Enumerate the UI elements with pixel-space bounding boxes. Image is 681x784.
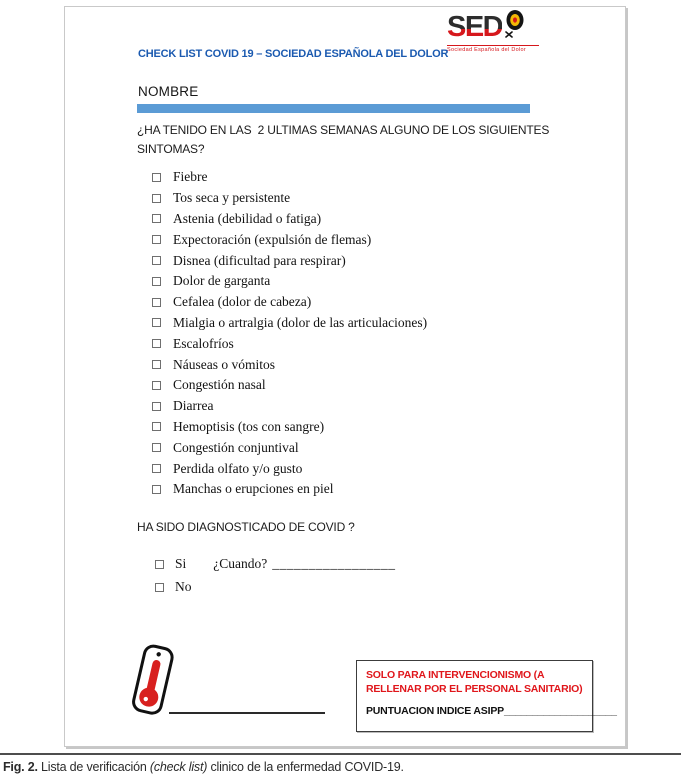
symptom-row bbox=[152, 396, 427, 417]
symptom-label: Expectoración (expulsión de flemas) bbox=[173, 231, 372, 247]
name-input-bar[interactable] bbox=[137, 104, 530, 113]
symptom-label: Perdida olfato y/o gusto bbox=[173, 460, 303, 476]
diagnosed-question: HA SIDO DIAGNOSTICADO DE COVID ? bbox=[137, 520, 355, 534]
symptom-checkbox[interactable] bbox=[152, 173, 161, 182]
diagnosed-no-checkbox[interactable] bbox=[155, 583, 164, 592]
symptom-label: Congestión conjuntival bbox=[173, 439, 299, 455]
symptom-label: Congestión nasal bbox=[173, 377, 266, 393]
symptom-checkbox[interactable] bbox=[152, 464, 161, 473]
figure-caption-label: Fig. 2. bbox=[3, 760, 41, 774]
diagnosed-yes-checkbox[interactable] bbox=[155, 560, 164, 569]
symptom-row bbox=[152, 417, 427, 438]
sed-logo bbox=[447, 13, 567, 53]
symptom-row bbox=[152, 333, 427, 354]
symptom-label: Cefalea (dolor de cabeza) bbox=[173, 294, 312, 310]
intervention-notice: SOLO PARA INTERVENCIONISMO (A RELLENAR POR EL PERSONAL SANITARIO) bbox=[366, 669, 583, 696]
caption-divider bbox=[0, 753, 681, 755]
symptom-checkbox[interactable] bbox=[152, 235, 161, 244]
diagnosed-yes-label: Si bbox=[175, 556, 187, 571]
symptom-label: Tos seca y persistente bbox=[173, 190, 291, 206]
symptom-checkbox[interactable] bbox=[152, 214, 161, 223]
symptom-row bbox=[152, 313, 427, 334]
symptom-checkbox[interactable] bbox=[152, 277, 161, 286]
symptom-checkbox[interactable] bbox=[152, 360, 161, 369]
diagnosed-when-label: ¿Cuando? bbox=[213, 556, 268, 571]
symptom-label: Disnea (dificultad para respirar) bbox=[173, 252, 346, 268]
sed-logo-subtitle: Sociedad Española del Dolor bbox=[447, 45, 539, 53]
symptom-row bbox=[152, 209, 427, 230]
diagnosed-when-blank-field[interactable]: _________________ bbox=[272, 556, 396, 571]
figure-caption-text-1: Lista de verificación bbox=[41, 760, 150, 774]
symptom-checkbox[interactable] bbox=[152, 318, 161, 327]
name-field-label: NOMBRE bbox=[138, 84, 199, 99]
symptom-checkbox[interactable] bbox=[152, 381, 161, 390]
symptom-checkbox[interactable] bbox=[152, 485, 161, 494]
symptom-label: Diarrea bbox=[173, 398, 214, 414]
symptom-row bbox=[152, 250, 427, 271]
symptom-row bbox=[152, 229, 427, 250]
symptom-row bbox=[152, 167, 427, 188]
symptom-checkbox[interactable] bbox=[152, 422, 161, 431]
symptom-label: Náuseas o vómitos bbox=[173, 356, 275, 372]
symptom-list bbox=[152, 167, 427, 500]
dartboard-icon bbox=[503, 9, 525, 44]
figure-caption bbox=[3, 760, 678, 774]
sed-logo-acronym: SED bbox=[447, 11, 503, 43]
symptom-row bbox=[152, 458, 427, 479]
document-title: CHECK LIST COVID 19 – SOCIEDAD ESPAÑOLA DEL DOLOR bbox=[138, 48, 449, 60]
temperature-blank-line[interactable] bbox=[169, 695, 325, 714]
symptom-row bbox=[152, 437, 427, 458]
symptom-label: Dolor de garganta bbox=[173, 273, 271, 289]
symptoms-question: ¿HA TENIDO EN LAS 2 ULTIMAS SEMANAS ALGUNO DE LOS SIGUIENTES SINTOMAS? bbox=[137, 123, 553, 156]
symptom-label: Escalofríos bbox=[173, 335, 234, 351]
symptom-row bbox=[152, 188, 427, 209]
symptom-label: Fiebre bbox=[173, 169, 208, 185]
intervention-box bbox=[356, 660, 617, 732]
figure-caption-text-2: clinico de la enfermedad COVID-19. bbox=[210, 760, 404, 774]
symptom-checkbox[interactable] bbox=[152, 339, 161, 348]
symptom-checkbox[interactable] bbox=[152, 402, 161, 411]
symptom-row bbox=[152, 354, 427, 375]
symptom-checkbox[interactable] bbox=[152, 298, 161, 307]
figure-caption-italic: (check list) bbox=[149, 760, 211, 774]
diagnosed-yes-row bbox=[155, 555, 396, 573]
symptom-row bbox=[152, 479, 427, 500]
symptom-row bbox=[152, 271, 427, 292]
symptom-label: Manchas o erupciones en piel bbox=[173, 481, 334, 497]
symptom-row bbox=[152, 292, 427, 313]
symptom-row bbox=[152, 375, 427, 396]
diagnosed-no-label: No bbox=[175, 579, 192, 594]
symptom-checkbox[interactable] bbox=[152, 443, 161, 452]
checklist-form-page bbox=[64, 6, 626, 747]
symptom-label: Astenia (debilidad o fatiga) bbox=[173, 210, 322, 226]
symptom-label: Hemoptisis (tos con sangre) bbox=[173, 418, 325, 434]
symptom-checkbox[interactable] bbox=[152, 256, 161, 265]
diagnosed-no-row bbox=[155, 578, 192, 596]
symptom-checkbox[interactable] bbox=[152, 194, 161, 203]
symptom-label: Mialgia o artralgia (dolor de las articulaciones) bbox=[173, 314, 428, 330]
asipp-score-field[interactable]: PUNTUACION INDICE ASIPP____________________ bbox=[366, 705, 617, 718]
